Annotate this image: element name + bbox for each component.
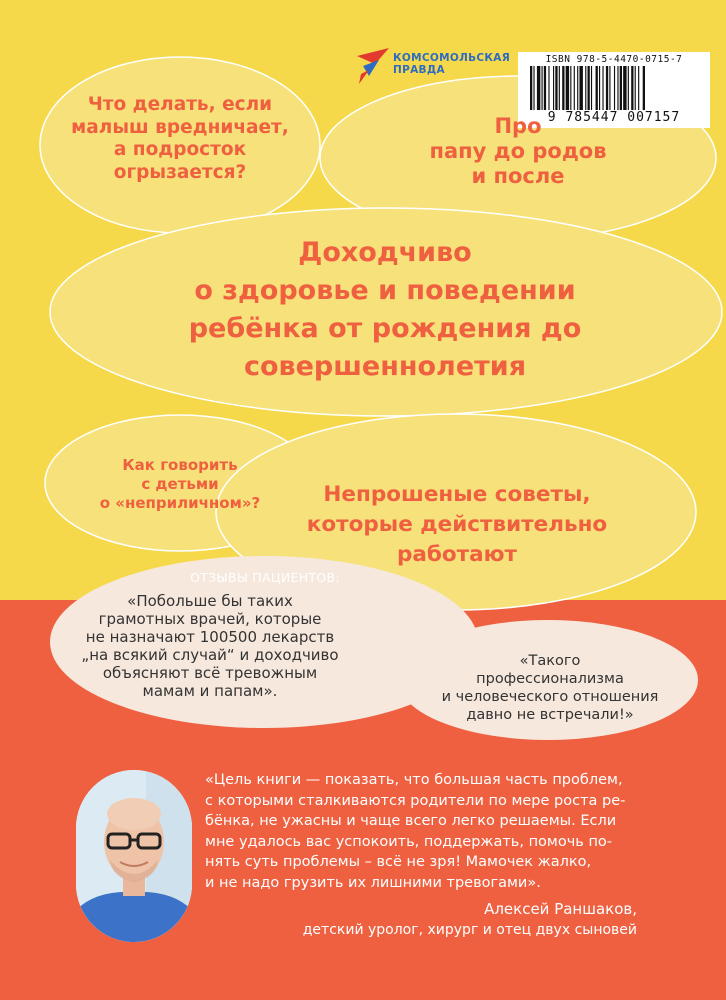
author-role: детский уролог, хирург и отец двух сыновей xyxy=(302,922,637,938)
bubble-tantrum-text: Что делать, если малыш вредничает, а подросток огрызается? xyxy=(71,94,289,183)
publisher-logo xyxy=(355,46,511,86)
isbn-label: ISBN 978-5-4470-0715-7 xyxy=(545,54,683,65)
bubble-main-text: Доходчиво о здоровье и поведении ребёнка от рождения до совершеннолетия xyxy=(188,237,582,382)
author-quote: «Цель книги — показать, что большая часть проблем, с которыми сталкиваются родители по мере роста ре- бёнка, не ужасны и чаще всего легко решаемы. Если мне удалось вас успокоить, поддержать, помочь по- нять суть проблемы – всё не зря! Мамочек жалко, и не надо грузить их лишними тревогами». xyxy=(205,772,626,891)
bubble-advice-text: Непрошеные советы, которые действительно работают xyxy=(306,482,608,567)
publisher-name-line1: КОМСОМОЛЬСКАЯ xyxy=(393,52,511,64)
bubble-talk-text: Как говорить с детьми о «неприличном»? xyxy=(99,456,261,512)
swallow-icon xyxy=(355,46,391,86)
barcode-bars xyxy=(530,66,700,110)
barcode-digits: 9 785447 007157 xyxy=(547,110,681,125)
review-second-text: «Такого профессионализма и человеческого отношения давно не встречали!» xyxy=(441,653,659,723)
bubble-dad-text: Про папу до родов и после xyxy=(429,114,607,188)
author-name: Алексей Раншаков, xyxy=(484,900,637,918)
author-signature xyxy=(205,898,637,940)
author-portrait-icon xyxy=(76,770,192,942)
review-first-text: «Побольше бы таких грамотных врачей, которые не назначают 100500 лекарств „на всякий случай“ и доходчиво объясняют всё тревожным мамам и папам». xyxy=(81,592,339,700)
reviews-label: ОТЗЫВЫ ПАЦИЕНТОВ: xyxy=(190,570,340,585)
publisher-name-line2: ПРАВДА xyxy=(393,64,445,76)
author-photo xyxy=(76,770,192,942)
